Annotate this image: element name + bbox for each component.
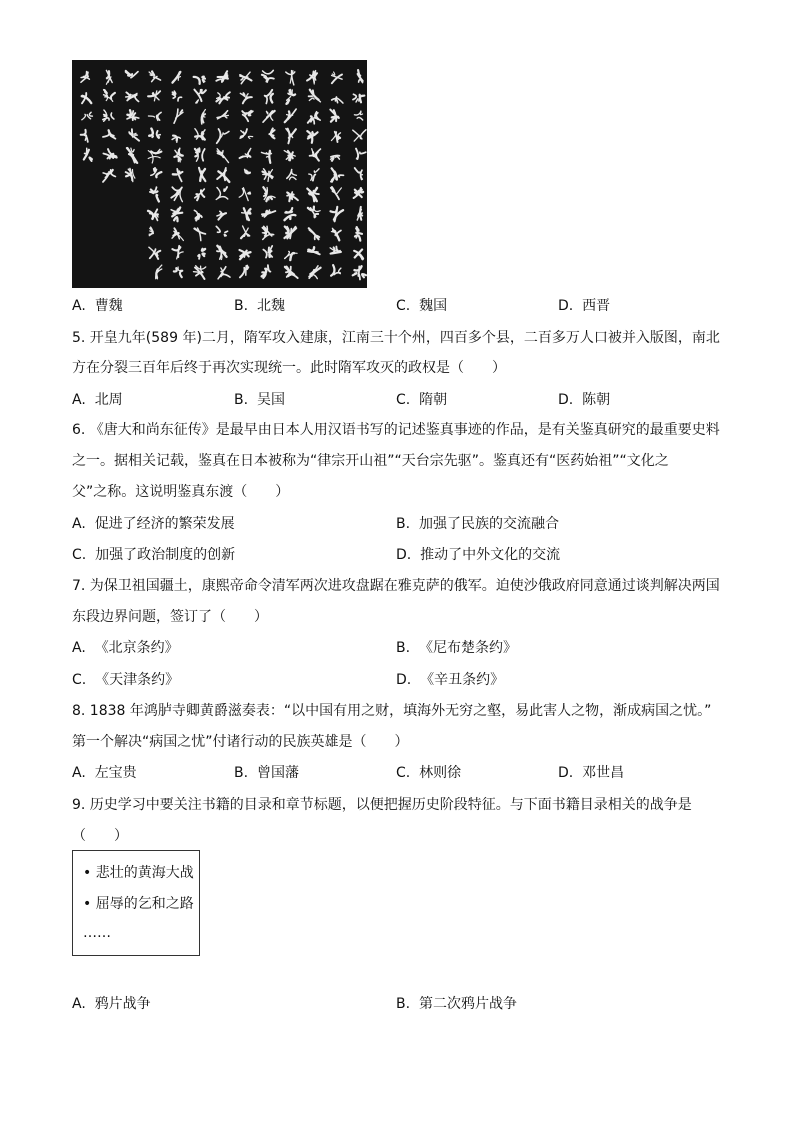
rubbing-glyph (171, 207, 182, 221)
rubbing-glyph (242, 111, 253, 121)
q6-option-b[interactable]: B. 加强了民族的交流融合 (396, 516, 559, 532)
rubbing-glyph (309, 169, 319, 181)
rubbing-glyph (126, 168, 135, 181)
q7-option-a[interactable]: A. 《北京条约》 (72, 640, 179, 656)
rubbing-glyph (242, 208, 251, 220)
q9-stem-line-1: 9. 历史学习中要关注书籍的目录和章节标题，以便把握历史阶段特征。与下面书籍目录相关的战争是 (72, 797, 692, 813)
rubbing-glyph (262, 265, 271, 278)
q8-option-b[interactable]: B. 曾国藩 (234, 765, 299, 781)
q8-option-a[interactable]: A. 左宝贵 (72, 765, 137, 781)
q6-option-c[interactable]: C. 加强了政治制度的创新 (72, 547, 236, 563)
rubbing-glyph (331, 132, 340, 142)
rubbing-glyph (194, 266, 206, 279)
rubbing-glyph (354, 111, 362, 120)
rubbing-glyph (331, 187, 342, 199)
q4-option-d[interactable]: D. 西晋 (558, 298, 611, 314)
rubbing-glyph (149, 227, 153, 236)
rubbing-glyph (308, 247, 320, 254)
q6-option-d[interactable]: D. 推动了中外文化的交流 (396, 547, 561, 563)
rubbing-glyph (174, 109, 183, 123)
rubbing-glyph (216, 226, 227, 236)
rubbing-glyph (150, 187, 159, 201)
q5-stem-line-2: 方在分裂三百年后终于再次实现统一。此时隋军攻灭的政权是（ ） (72, 360, 506, 376)
rubbing-glyph (172, 228, 183, 240)
q9-option-a[interactable]: A. 鸦片战争 (72, 996, 151, 1012)
rubbing-glyph (287, 170, 297, 180)
toc-ellipsis: …… (83, 925, 111, 941)
rubbing-glyph (353, 130, 366, 141)
rubbing-glyph (310, 149, 321, 161)
rubbing-glyph (263, 111, 275, 122)
rubbing-glyph (286, 90, 295, 104)
rubbing-glyph (330, 247, 341, 254)
rubbing-glyph (331, 207, 344, 222)
rubbing-glyph (149, 129, 160, 139)
rubbing-glyph (285, 109, 296, 122)
rubbing-glyph (149, 247, 160, 259)
rubbing-glyph (241, 226, 250, 238)
rubbing-glyph (149, 71, 160, 81)
rubbing-glyph (172, 246, 183, 259)
rubbing-glyph (263, 246, 272, 258)
q7-option-b[interactable]: B. 《尼布楚条约》 (396, 640, 517, 656)
rubbing-glyph (331, 265, 341, 276)
rubbing-glyph (216, 92, 229, 103)
rubbing-glyph (103, 149, 116, 158)
rubbing-glyph (353, 266, 366, 279)
rubbing-glyph (173, 169, 183, 182)
rubbing-glyph (354, 250, 363, 260)
rubbing-glyph (217, 168, 229, 182)
rubbing-glyph (217, 111, 229, 119)
q7-stem-line-2: 东段边界问题，签订了（ ） (72, 609, 268, 625)
rubbing-glyph (172, 91, 181, 101)
rubbing-glyph (239, 188, 250, 201)
rubbing-glyph (194, 210, 202, 220)
rubbing-glyph (199, 168, 205, 181)
q8-option-d[interactable]: D. 邓世昌 (558, 765, 625, 781)
rubbing-glyph (106, 70, 112, 84)
rubbing-glyph (308, 207, 320, 218)
rubbing-glyph (172, 136, 180, 143)
q7-option-d[interactable]: D. 《辛丑条约》 (396, 672, 505, 688)
q6-stem-line-2: 之一。据相关记载，鉴真在日本被称为“律宗开山祖”“天台宗先驱”。鉴真还有“医药始祖”“文化之 (72, 453, 669, 469)
q8-stem-line-1: 8. 1838 年鸿胪寺卿黄爵滋奏表：“以中国有用之财，填海外无穷之壑，易此害人之物，渐成病国之忧。” (72, 703, 712, 719)
rubbing-glyph (194, 228, 205, 241)
rubbing-glyph (84, 148, 92, 161)
rubbing-glyph (174, 148, 183, 162)
q9-stem-line-2: （ ） (72, 828, 128, 844)
q6-stem-line-3: 父”之称。这说明鉴真东渡（ ） (72, 484, 290, 500)
rubbing-strokes (72, 60, 367, 288)
rubbing-glyph (356, 149, 366, 159)
rubbing-glyph (240, 148, 251, 158)
q5-option-a[interactable]: A. 北周 (72, 392, 123, 408)
rubbing-glyph (217, 211, 226, 219)
rubbing-glyph (127, 148, 138, 163)
rubbing-glyph (151, 168, 162, 177)
rubbing-glyph (332, 72, 343, 83)
rubbing-glyph (355, 168, 363, 180)
book-contents-box (72, 850, 200, 956)
rubbing-glyph (174, 267, 182, 277)
rubbing-glyph (286, 129, 296, 144)
rubbing-glyph (331, 228, 341, 240)
rubbing-glyph (148, 112, 161, 120)
rubbing-glyph (103, 130, 115, 138)
rubbing-glyph (148, 91, 160, 101)
rubbing-glyph (331, 168, 344, 182)
rubbing-glyph (240, 129, 253, 139)
q4-option-a[interactable]: A. 曹魏 (72, 298, 123, 314)
q5-option-d[interactable]: D. 陈朝 (558, 392, 611, 408)
rubbing-glyph (240, 93, 252, 103)
rubbing-glyph (245, 170, 250, 174)
rubbing-glyph (148, 149, 161, 163)
rubbing-glyph (218, 267, 230, 279)
rubbing-glyph (201, 110, 205, 124)
q6-stem-line-1: 6. 《唐大和尚东征传》是最早由日本人用汉语书写的记述鉴真事迹的作品，是有关鉴真研究的最重要史料 (72, 422, 720, 438)
rubbing-glyph (307, 131, 317, 143)
rubbing-glyph (216, 187, 228, 200)
rubbing-glyph (195, 189, 205, 200)
rubbing-glyph (148, 209, 158, 220)
rubbing-glyph (81, 130, 88, 142)
rubbing-glyph (354, 188, 364, 198)
q5-option-b[interactable]: B. 吴国 (234, 392, 285, 408)
q5-stem-line-1: 5. 开皇九年(589 年)二月，隋军攻入建康，江南三十个州，四百多个县，二百多万人口被并入版图，南北 (72, 330, 720, 346)
rubbing-glyph (263, 169, 273, 182)
rubbing-glyph (262, 226, 273, 239)
rubbing-glyph (285, 267, 298, 279)
rubbing-glyph (156, 265, 162, 279)
rubbing-glyph (307, 71, 317, 84)
q9-option-b[interactable]: B. 第二次鸦片战争 (396, 996, 517, 1012)
q8-stem-line-2: 第一个解决“病国之忧”付诸行动的民族英雄是（ ） (72, 734, 409, 750)
rubbing-glyph (216, 71, 228, 82)
rubbing-glyph (330, 110, 339, 122)
rubbing-glyph (309, 90, 321, 102)
rubbing-glyph (194, 90, 206, 104)
rubbing-glyph (217, 149, 229, 163)
q5-option-c[interactable]: C. 隋朝 (396, 392, 448, 408)
rubbing-glyph (309, 228, 320, 239)
rubbing-glyph (263, 187, 275, 201)
q4-option-b[interactable]: B. 北魏 (234, 298, 285, 314)
q8-option-c[interactable]: C. 林则徐 (396, 765, 462, 781)
rubbing-glyph (104, 90, 115, 102)
q7-option-c[interactable]: C. 《天津条约》 (72, 672, 180, 688)
q7-stem-line-1: 7. 为保卫祖国疆土，康熙帝命令清军两次进攻盘踞在雅克萨的俄军。迫使沙俄政府同意通过谈判解决两国 (72, 578, 720, 594)
rubbing-glyph (309, 266, 321, 279)
rubbing-glyph (285, 251, 298, 260)
rubbing-glyph (332, 97, 343, 103)
rubbing-glyph (240, 266, 249, 278)
rubbing-glyph (358, 70, 363, 83)
rubbing-glyph (129, 129, 139, 141)
rubbing-glyph (127, 110, 139, 120)
rubbing-glyph (262, 151, 272, 163)
rubbing-glyph (357, 207, 362, 220)
rubbing-glyph (353, 94, 364, 102)
rubbing-glyph (284, 151, 295, 161)
stele-rubbing-image (72, 60, 367, 288)
rubbing-glyph (265, 90, 273, 104)
rubbing-glyph (195, 129, 205, 140)
rubbing-glyph (103, 110, 114, 121)
rubbing-glyph (355, 227, 362, 240)
rubbing-glyph (286, 71, 295, 85)
rubbing-glyph (285, 227, 297, 239)
rubbing-glyph (195, 148, 205, 161)
rubbing-glyph (240, 72, 252, 84)
rubbing-glyph (262, 210, 276, 217)
rubbing-glyph (194, 77, 205, 84)
rubbing-glyph (307, 188, 319, 201)
rubbing-glyph (262, 70, 274, 82)
rubbing-glyph (126, 71, 138, 78)
rubbing-glyph (103, 170, 115, 182)
rubbing-glyph (217, 129, 229, 143)
toc-item-1: • 悲壮的黄海大战 (83, 865, 194, 881)
rubbing-glyph (126, 92, 139, 101)
rubbing-glyph (331, 156, 340, 162)
q6-option-a[interactable]: A. 促进了经济的繁荣发展 (72, 516, 235, 532)
rubbing-glyph (240, 250, 251, 259)
toc-item-2: • 屈辱的乞和之路 (83, 896, 194, 912)
rubbing-glyph (82, 93, 92, 103)
rubbing-glyph (172, 72, 180, 83)
q4-option-c[interactable]: C. 魏国 (396, 298, 448, 314)
rubbing-glyph (81, 72, 90, 83)
rubbing-glyph (269, 129, 274, 139)
rubbing-glyph (82, 112, 93, 120)
rubbing-glyph (285, 208, 296, 220)
rubbing-glyph (198, 249, 205, 259)
rubbing-glyph (171, 187, 182, 201)
rubbing-glyph (308, 112, 320, 124)
rubbing-glyph (217, 246, 227, 260)
rubbing-glyph (287, 192, 298, 201)
